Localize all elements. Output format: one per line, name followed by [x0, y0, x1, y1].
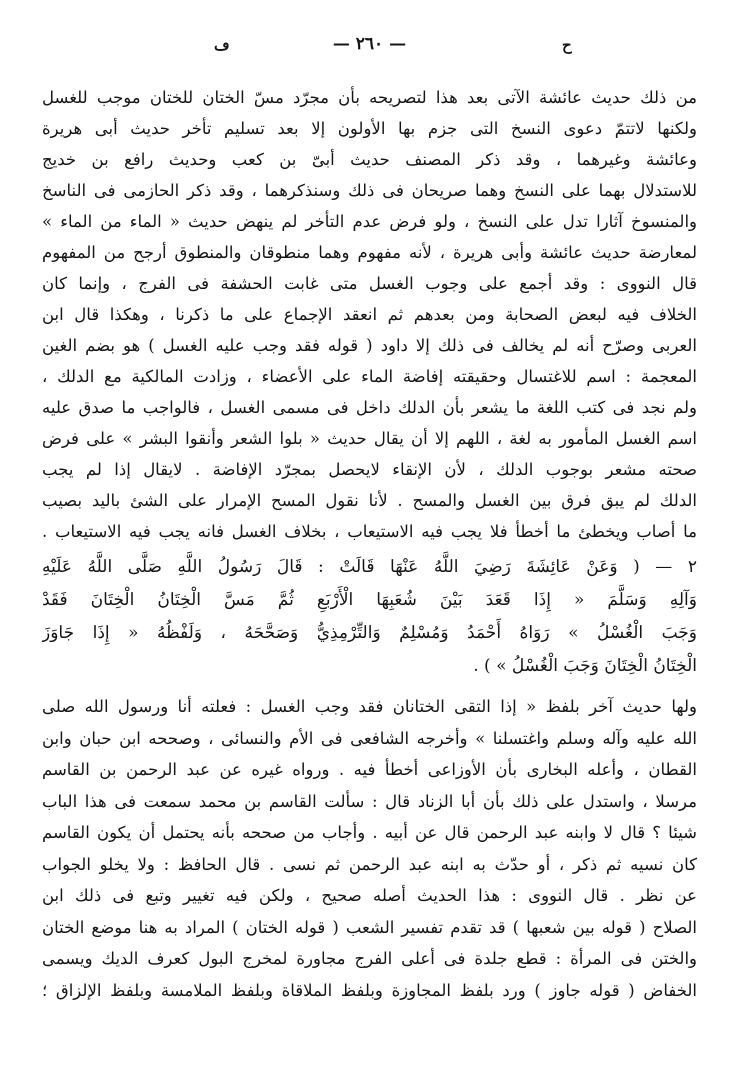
commentary-section-1 — [42, 82, 697, 547]
text-line: الله عليه وآله وسلم واغتسلنا » وأخرجه الشافعى فى الأم والنسائى ، وصححه ابن حبان وابن — [42, 728, 697, 748]
text-line: مرسلا ، واستدل على ذلك بأن أبا الزناد قال : سألت القاسم بن محمد سمعت فى هذا الباب — [42, 791, 697, 811]
text-line: والمنسوخ آثارا تدل على النسخ ، ولو فرض عدم التأخر لم ينهض حديث « الماء من الماء » — [42, 212, 697, 231]
text-line: اسم الغسل المأمور به لغة ، اللهم إلا أن يقال حديث « بلوا الشعر وأنقوا البشر » على فرض — [42, 429, 697, 448]
text-line: صحته مشعر بوجوب الدلك ، لأن الإنقاء لايحصل بمجرّد الإفاضة . لايقال إذا لم يجب — [42, 460, 697, 479]
header-mark-right: ح — [562, 36, 572, 54]
text-line: المعجمة : اسم للاغتسال وحقيقته إفاضة الماء على الأعضاء ، وزادت المالكية مع الدلك ، — [42, 367, 697, 386]
page-header — [42, 34, 697, 60]
text-line: عن نظر . قال النووى : هذا الحديث أصله صحيح ، ولكن فيه تغيير وتبع فى ذلك ابن — [42, 886, 697, 905]
text-line: ما أصاب ويخطئ ما أخطأ فلا يجب فيه الاستيعاب ، بخلاف الغسل فانه يجب فيه الاستيعاب . — [42, 522, 697, 541]
page-number: — ٢٦٠ — — [332, 34, 407, 54]
text-line: العربى وصرّح أنه لم يخالف فى ذلك إلا داود ( قوله فقد وجب عليه الغسل ) هو بضم الغين — [42, 336, 697, 355]
hadith-section — [42, 551, 697, 683]
text-line: وعائشة وغيرهما ، وقد ذكر المصنف حديث أبىّ بن كعب وحديث رافع بن خديج — [42, 150, 697, 169]
text-line: الصلاح ( قوله بين شعبها ) قد تقدم تفسير الشعب ( قوله الختان ) المراد به هنا موضع الختان — [42, 917, 697, 937]
commentary-section-2 — [42, 691, 697, 1006]
text-line: لمعارضة حديث عائشة وأبى هريرة ، لأنه مفهوم وهما منطوقان والمنطوق أرجح من المفهوم — [42, 243, 697, 262]
text-line: الخفاض ( قوله جاوز ) ورد بلفظ المجاوزة وبلفظ الملاقاة وبلفظ الملامسة وبلفظ الإلزاق ؛ — [42, 980, 697, 1000]
text-line: الدلك لم يبق فرق بين الغسل والمسح . لأنا نقول المسح الإمرار على الشئ باليد بصيب — [42, 491, 697, 510]
text-line: ولها حديث آخر بلفظ « إذا التقى الختانان فقد وجب الغسل : فعلته أنا ورسول الله صلى — [42, 697, 697, 716]
text-line: ولم نجد فى كتب اللغة ما يشعر بأن الدلك داخل فى مسمى الغسل ، فالواجب ما صدق عليه — [42, 398, 697, 417]
text-line: للاستدلال بهما على النسخ وهما صريحان فى ذلك وسنذكرهما ، وقد ذكر الحازمى فى الناسخ — [42, 181, 697, 200]
text-line: ولكنها لاتتمّ دعوى النسخ التى جزم بها الأولون إلا بعد تسليم تأخر حديث أبى هريرة — [42, 119, 697, 138]
text-line: القطان ، وأعله البخارى بأن الأوزاعى أخطأ فيه . ورواه غيره عن عبد الرحمن بن القاسم — [42, 760, 697, 779]
hadith-line: ٢ — ( وَعَنْ عَائِشَةَ رَضِيَ اللَّهُ عَنْهَا قَالَتْ : قَالَ رَسُولُ اللَّهِ صَلَّى اللَّهُ عَلَيْهِ — [42, 557, 697, 577]
hadith-line: وَآلِهِ وَسَلَّمَ « إِذَا قَعَدَ بَيْنَ شُعَبِهَا الْأَرْبَعِ ثُمَّ مَسَّ الْخِتَانُ الْخِتَانَ فَقَدْ — [42, 590, 697, 610]
hadith-line: وَجَبَ الْغُسْلُ » رَوَاهُ أَحْمَدُ وَمُسْلِمٌ وَالتِّرْمِذِيُّ وَصَحَّحَهُ ، وَلَفْظُهُ « إِذَا جَاوَزَ — [42, 623, 697, 643]
text-line: شيئا ؟ قال لا وابنه عبد الرحمن قال عن أبيه . وأجاب من صححه بأنه يحتمل أن يكون القاسم — [42, 823, 697, 842]
text-line: كان نسيه ثم ذكر ، أو حدّث به ابنه عبد الرحمن ثم نسى . قال الحافظ : ولا يخلو الجواب — [42, 854, 697, 874]
text-line: الخلاف فيه لبعض الصحابة ومن بعدهم ثم انعقد الإجماع على ما ذكرنا ، وهكذا قال ابن — [42, 305, 697, 324]
hadith-line: الْخِتَانُ الْخِتَانَ وَجَبَ الْغُسْلُ » ) . — [473, 656, 697, 676]
text-line: قال النووى : وقد أجمع على وجوب الغسل متى غابت الحشفة فى الفرج ، وإنما كان — [42, 274, 697, 293]
header-mark-left: ڡ — [214, 36, 230, 54]
text-line: والختن فى المرأة : قطع جلدة فى أعلى الفرج مجاورة لمخرج البول كعرف الديك ويسمى — [42, 949, 697, 968]
text-line: من ذلك حديث عائشة الآتى بعد هذا لتصريحه بأن مجرّد مسّ الختان للختان موجب للغسل — [42, 88, 697, 107]
